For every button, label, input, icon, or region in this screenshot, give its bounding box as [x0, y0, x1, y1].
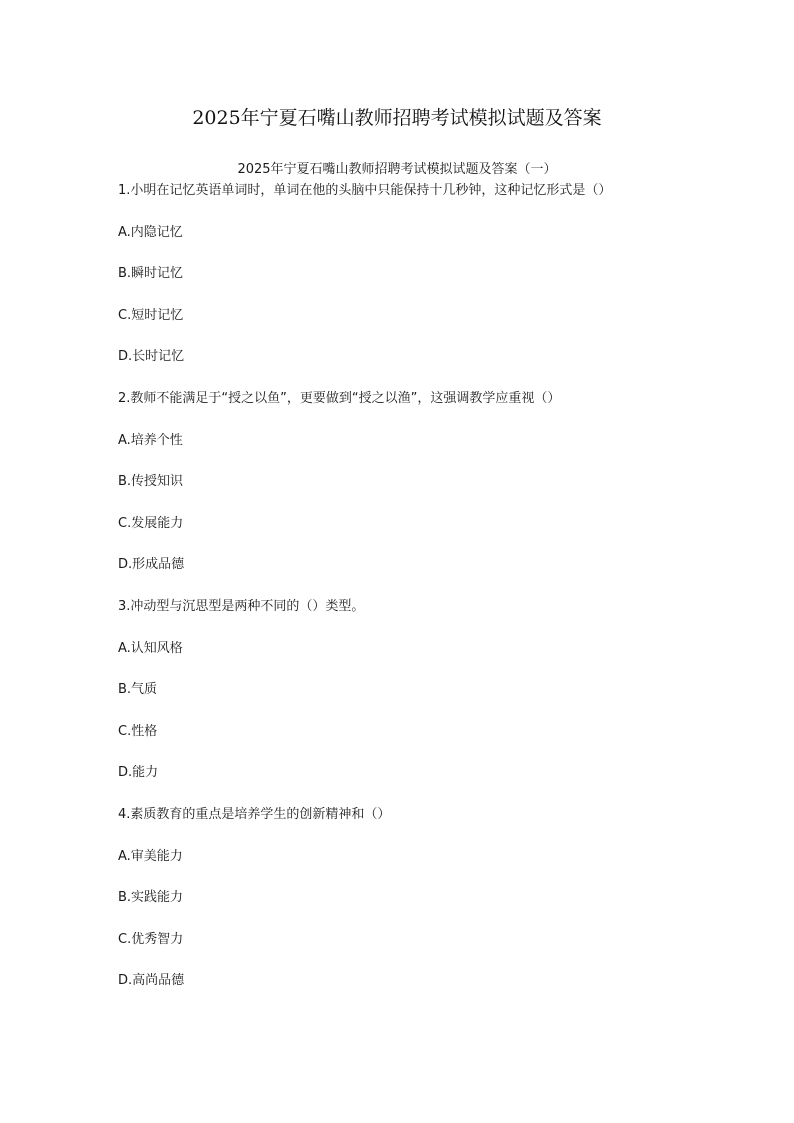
option-d: D.长时记忆: [118, 349, 185, 365]
option-b: B.气质: [118, 682, 158, 698]
option-d: D.高尚品德: [118, 973, 185, 989]
option-b: B.瞬时记忆: [118, 266, 184, 282]
option-c: C.性格: [118, 723, 158, 739]
document-title: 2025年宁夏石嘴山教师招聘考试模拟试题及答案: [192, 107, 602, 129]
option-c: C.短时记忆: [118, 307, 184, 323]
question-3: [118, 597, 678, 783]
question-2: [118, 389, 678, 575]
option-a: A.培养个性: [118, 432, 183, 448]
document-subtitle: 2025年宁夏石嘴山教师招聘考试模拟试题及答案（一）: [237, 162, 557, 177]
option-c: C.优秀智力: [118, 931, 184, 947]
option-a: A.内隐记忆: [118, 224, 183, 240]
option-d: D.形成品德: [118, 557, 185, 573]
question-stem: 1.小明在记忆英语单词时，单词在他的头脑中只能保持十几秒钟，这种记忆形式是（）: [118, 183, 612, 198]
question-stem: 2.教师不能满足于“授之以鱼”，更要做到“授之以渔”，这强调教学应重视（）: [118, 390, 561, 406]
question-4: [118, 805, 678, 991]
option-b: B.实践能力: [118, 890, 184, 906]
option-d: D.能力: [118, 765, 159, 781]
option-c: C.发展能力: [118, 515, 184, 531]
option-a: A.审美能力: [118, 848, 183, 864]
question-stem: 4.素质教育的重点是培养学生的创新精神和（）: [118, 806, 391, 822]
question-stem: 3.冲动型与沉思型是两种不同的（）类型。: [118, 598, 365, 614]
question-list: [118, 181, 678, 1013]
question-1: [118, 181, 678, 367]
option-a: A.认知风格: [118, 640, 183, 656]
option-b: B.传授知识: [118, 474, 184, 490]
